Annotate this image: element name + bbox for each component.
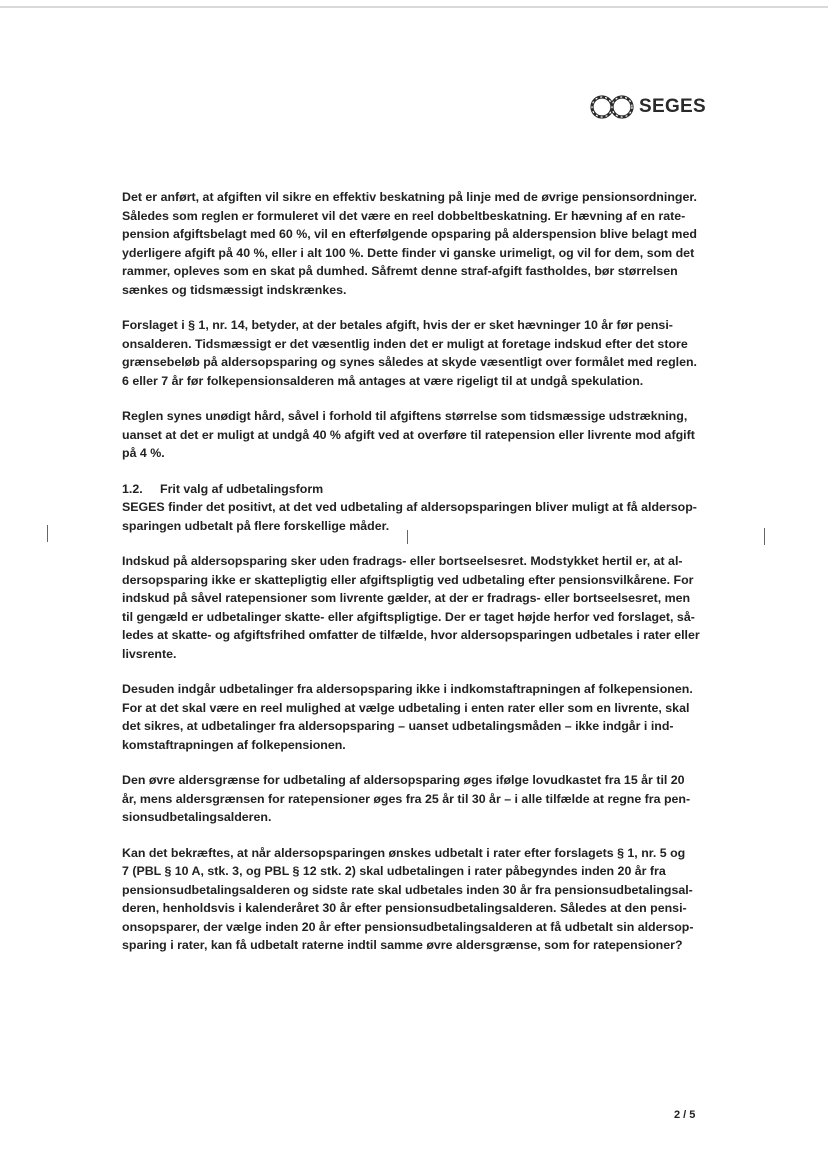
text-line: pension afgiftsbelagt med 60 %, vil en efterfølgende opsparing på alderspension blive belagt med — [122, 227, 697, 241]
paragraph-6 — [122, 771, 700, 827]
text-line: rammer, opleves som en skat på dumhed. Såfremt denne straf-afgift fastholdes, bør størrelsen — [122, 264, 678, 278]
text-line: deren, henholdsvis i kalenderåret 30 år efter pensionsudbetalingsalderen. Således at den pensi- — [122, 901, 687, 915]
text-line: Indskud på aldersopsparing sker uden fradrags- eller bortseelsesret. Modstykket hertil er, at al- — [122, 554, 683, 568]
text-line: onsopsparer, der vælge inden 20 år efter pensionsudbetalingsalderen at få udbetalt sin aldersop- — [122, 919, 694, 934]
change-bar-inline — [407, 530, 408, 544]
text-line: på 4 %. — [122, 446, 165, 460]
section-number: 1.2. — [122, 481, 143, 496]
text-line: det sikres, at udbetalinger fra aldersopsparing – uanset udbetalingsmåden – ikke indgår i ind- — [122, 719, 674, 733]
text-line: grænsebeløb på aldersopsparing og synes således at skyde væsentligt over formålet med reglen. — [122, 355, 697, 369]
paragraph-1 — [122, 188, 700, 299]
section-heading — [122, 480, 700, 499]
text-line: komstaftrapningen af folkepensionen. — [122, 737, 346, 752]
text-line: Desuden indgår udbetalinger fra aldersopsparing ikke i indkomstaftrapningen af folkepensionen. — [122, 682, 693, 696]
section-title: Frit valg af udbetalingsform — [160, 481, 324, 496]
text-line: sænkes og tidsmæssigt indskrænkes. — [122, 282, 347, 297]
text-line: Den øvre aldersgrænse for udbetaling af aldersopsparing øges ifølge lovudkastet fra 15 år til 20 — [122, 773, 685, 787]
text-line: sparing i rater, kan få udbetalt raterne indtil samme øvre aldersgrænse, som for ratepensioner? — [122, 938, 683, 952]
text-line: Det er anført, at afgiften vil sikre en effektiv beskatning på linje med de øvrige pensionsordninger. — [122, 190, 697, 204]
paragraph-3 — [122, 407, 700, 463]
text-line: sionsudbetalingsalderen. — [122, 810, 272, 824]
text-line: uanset at det er muligt at undgå 40 % afgift ved at overføre til ratepension eller livrente mod afgift — [122, 427, 695, 442]
text-line: onsalderen. Tidsmæssigt er det væsentlig inden det er muligt at foretage indskud efter det store — [122, 336, 688, 351]
paragraph-5 — [122, 680, 700, 754]
top-border-rule — [0, 6, 828, 8]
text-line: ledes at skatte- og afgiftsfrihed omfatter de tilfælde, hvor aldersopsparingen udbetales i rater eller — [122, 628, 700, 642]
text-line: sparingen udbetalt på flere forskellige måder. — [122, 518, 390, 533]
text-line: Kan det bekræftes, at når aldersopsparingen ønskes udbetalt i rater efter forslagets § 1, nr. 5 og — [122, 845, 686, 860]
text-line: For at det skal være en reel mulighed at vælge udbetaling i enten rater eller som en livrente, skal — [122, 700, 690, 715]
logo-text: SEGES — [639, 96, 706, 117]
text-line: til gengæld er udbetalinger skatte- eller afgiftspligtige. Der er taget højde herfor ved forslaget, så- — [122, 609, 695, 624]
text-line: yderligere afgift på 40 %, eller i alt 100 %. Dette finder vi ganske urimeligt, og vil for dem, som det — [122, 245, 695, 260]
change-bar-right — [764, 528, 765, 545]
paragraph-7 — [122, 844, 700, 955]
text-line: 7 (PBL § 10 A, stk. 3, og PBL § 12 stk. 2) skal udbetalingen i rater påbegyndes inden 20 år fra — [122, 864, 666, 878]
paragraph-4 — [122, 552, 700, 663]
text-line: år, mens aldersgrænsen for ratepensioner øges fra 25 år til 30 år – i alle tilfælde at regne fra pen- — [122, 791, 691, 806]
text-line: livsrente. — [122, 646, 177, 661]
text-line: dersopsparing ikke er skattepligtig eller afgiftspligtig ved udbetaling efter pensionsvilkårene. For — [122, 572, 694, 587]
text-line: 6 eller 7 år før folkepensionsalderen må antages at være rigeligt til at undgå spekulation. — [122, 373, 644, 388]
paragraph-2 — [122, 316, 700, 390]
text-line: indskud på såvel ratepensioner som livrente gælder, at der er fradrags- eller bortseelsesret, men — [122, 591, 691, 605]
document-body — [122, 188, 700, 972]
change-bar-left — [47, 525, 48, 542]
text-line: Reglen synes unødigt hård, såvel i forhold til afgiftens størrelse som tidsmæssige udstrækning, — [122, 409, 688, 423]
text-line: Således som reglen er formuleret vil det være en reel dobbeltbeskatning. Er hævning af en rate- — [122, 208, 686, 223]
seges-logo-icon — [590, 95, 636, 119]
page-number: 2 / 5 — [674, 1109, 696, 1121]
text-line: Forslaget i § 1, nr. 14, betyder, at der betales afgift, hvis der er sket hævninger 10 år før pensi- — [122, 318, 673, 332]
seges-logo — [590, 94, 706, 120]
section-1-2 — [122, 480, 700, 536]
text-line: pensionsudbetalingsalderen og sidste rate skal udbetales inden 30 år fra pensionsudbetalingsal- — [122, 882, 693, 897]
text-line: SEGES finder det positivt, at det ved udbetaling af aldersopsparingen bliver muligt at få aldersop- — [122, 500, 697, 514]
